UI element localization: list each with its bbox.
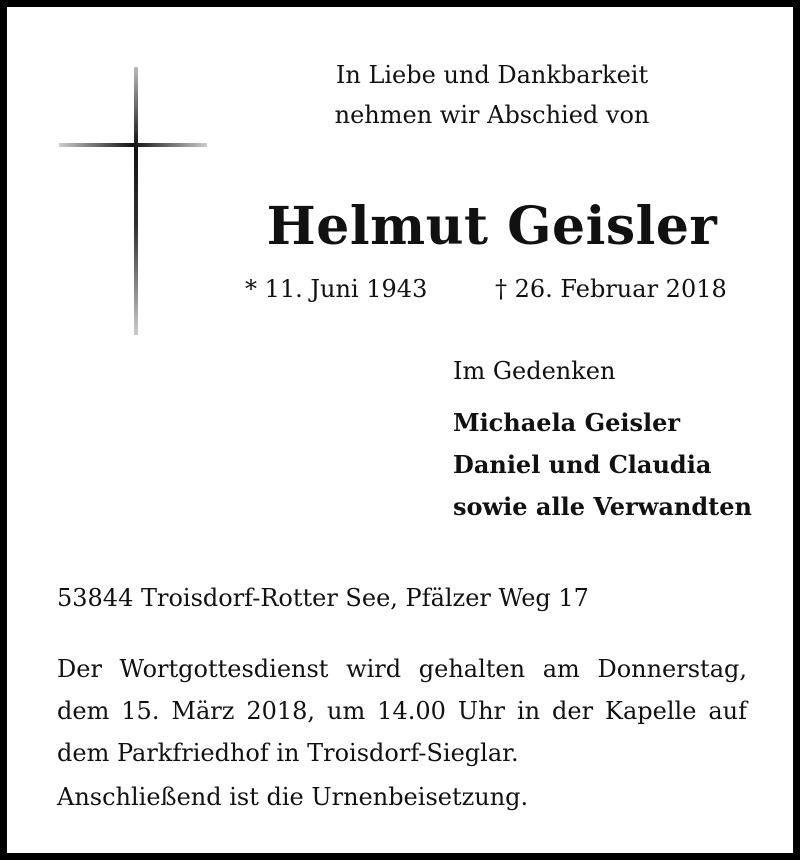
burial-info: Anschließend ist die Urnenbeisetzung. (57, 783, 529, 811)
cross-icon (55, 61, 207, 337)
mourner-name: Michaela Geisler (453, 408, 681, 437)
intro-line: nehmen wir Abschied von (334, 101, 650, 129)
intro-text (267, 55, 717, 135)
service-info: Der Wortgottesdienst wird gehalten am Donnerstag, dem 15. März 2018, um 14.00 Uhr in der Kapelle auf dem Parkfriedhof in Troisdorf-Sieglar. (57, 655, 747, 767)
mourners-list (453, 402, 752, 528)
mourner-name: Daniel und Claudia (453, 450, 712, 479)
death-date: † 26. Februar 2018 (495, 275, 727, 303)
mourner-name: sowie alle Verwandten (453, 492, 752, 521)
birth-date: * 11. Juni 1943 (245, 275, 428, 303)
family-address: 53844 Troisdorf-Rotter See, Pfälzer Weg 17 (57, 584, 589, 612)
memorial-label: Im Gedenken (453, 357, 616, 385)
intro-line: In Liebe und Dankbarkeit (335, 61, 649, 89)
deceased-name: Helmut Geisler (266, 196, 718, 257)
